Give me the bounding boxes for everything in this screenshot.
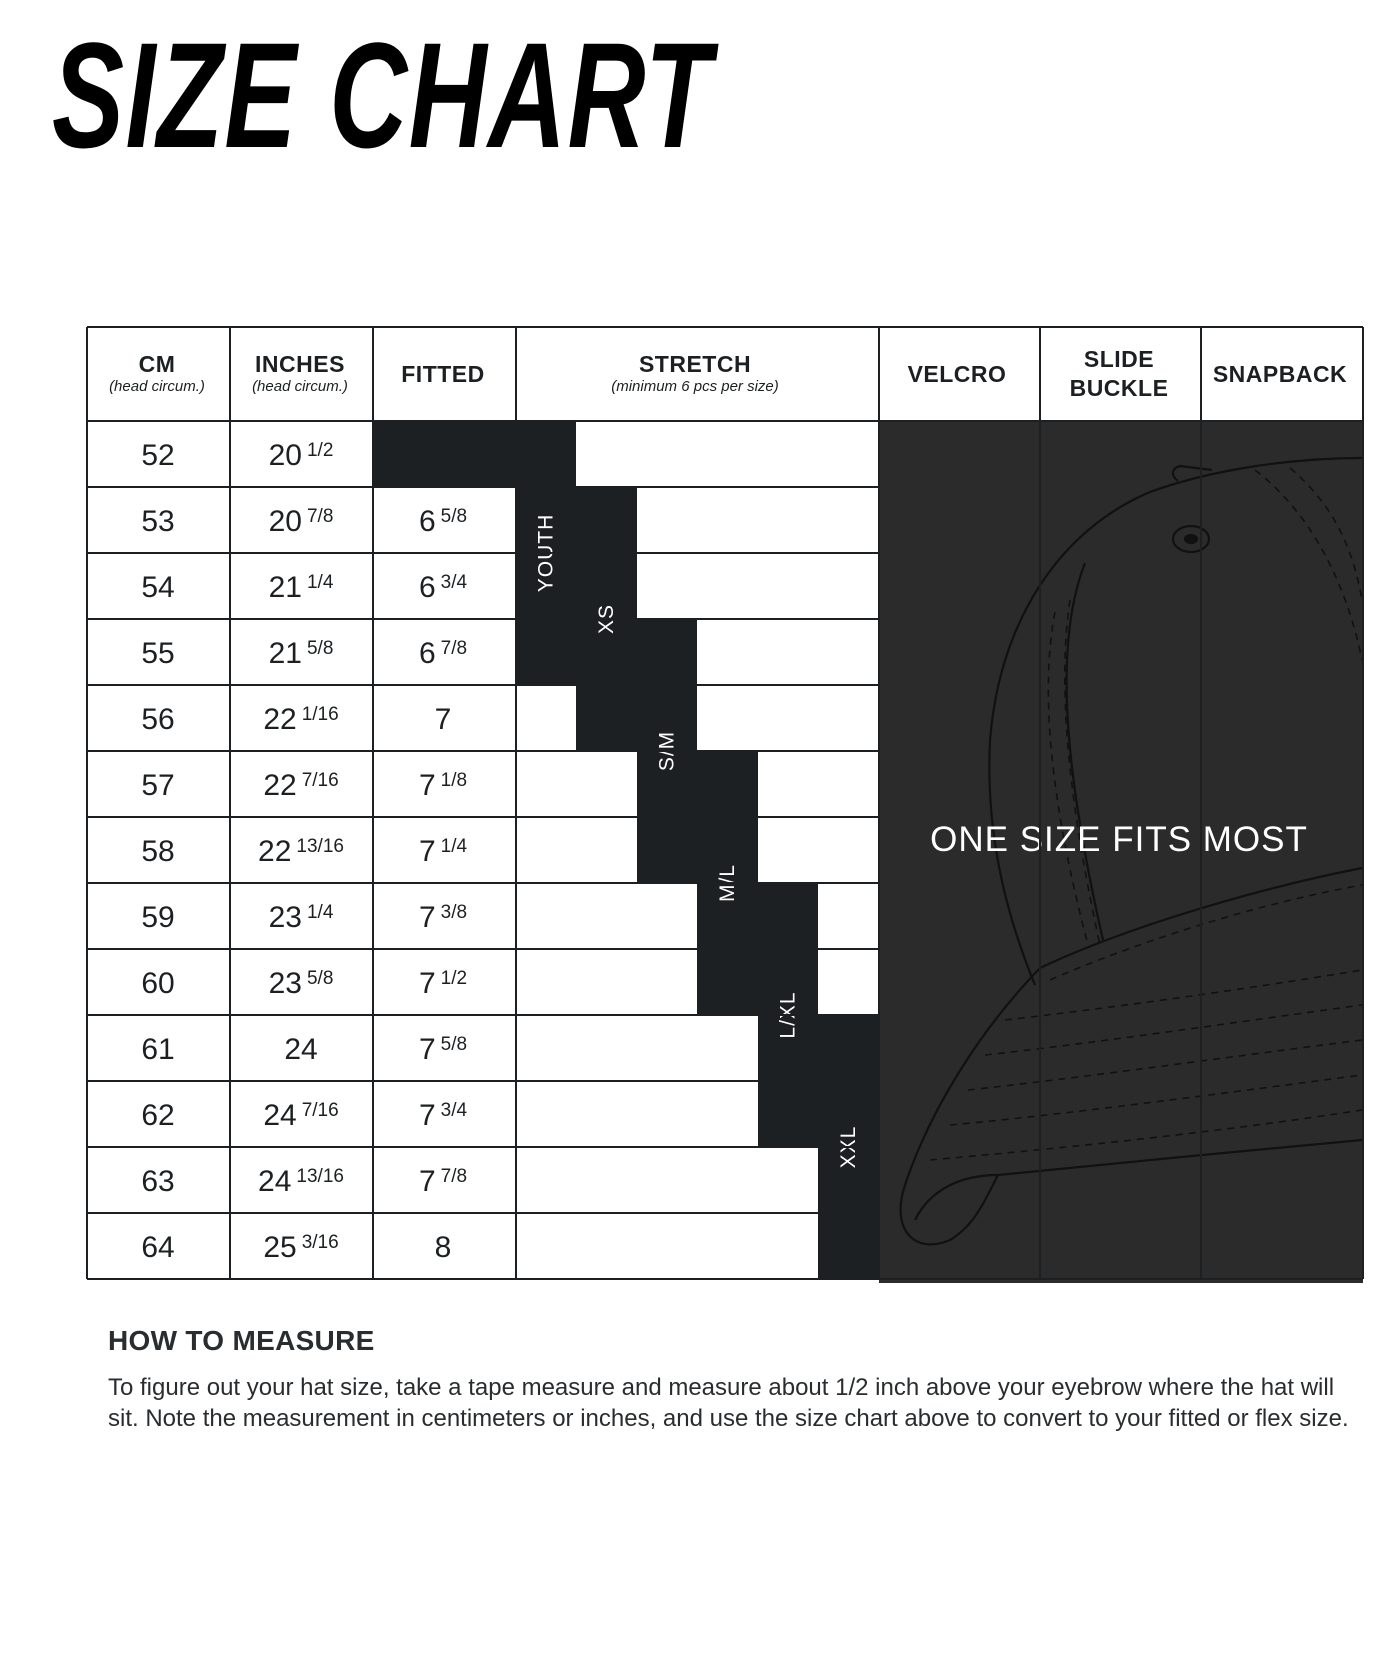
cm-value: 56	[141, 703, 175, 736]
table-row	[141, 901, 467, 934]
header-inches: INCHES	[255, 351, 345, 377]
table-row	[141, 835, 467, 868]
inches-value: 21 $^{5/8}$	[268, 637, 334, 670]
fitted-value: 7 $^{3/4}$	[418, 1099, 468, 1132]
header-row	[109, 346, 1347, 401]
fitted-value: 7 $^{1/4}$	[418, 835, 468, 868]
inches-value: 24	[284, 1033, 318, 1066]
inches-value: 22 $^{13/16}$	[258, 835, 344, 868]
header-slide-buckle-2: BUCKLE	[1069, 375, 1169, 401]
stretch-band-label: M/L	[716, 863, 739, 903]
inches-value: 23 $^{1/4}$	[268, 901, 334, 934]
how-to-measure-text: To figure out your hat size, take a tape measure and measure about 1/2 inch above your eyebrow where the hat will sit. Note the measurement in centimeters or inches, and use the size chart above to convert to your fitted or flex size.	[108, 1374, 1349, 1432]
inches-value: 21 $^{1/4}$	[268, 571, 334, 604]
inches-value: 23 $^{5/8}$	[268, 967, 334, 1000]
inches-value: 20 $^{7/8}$	[268, 505, 334, 538]
header-velcro: VELCRO	[907, 361, 1007, 387]
inches-value: 24 $^{13/16}$	[258, 1165, 344, 1198]
stretch-band-label: S/M	[655, 730, 679, 772]
header-inches-sub: (head circum.)	[252, 378, 348, 395]
cm-value: 60	[141, 967, 175, 1000]
fitted-value: 6 $^{3/4}$	[418, 571, 468, 604]
table-row	[141, 637, 467, 670]
table-row	[141, 1165, 467, 1198]
cm-value: 53	[141, 505, 175, 538]
fitted-value: 7	[434, 703, 452, 736]
stretch-band-label: XXL	[837, 1125, 860, 1169]
cm-value: 52	[141, 439, 175, 472]
cm-value: 57	[141, 769, 175, 802]
fitted-value: 7 $^{1/8}$	[418, 769, 468, 802]
header-slide-buckle-1: SLIDE	[1083, 346, 1155, 372]
header-snapback: SNAPBACK	[1212, 361, 1348, 387]
stretch-band-label: YOUTH	[534, 513, 558, 593]
table-row	[141, 703, 451, 736]
header-stretch-sub: (minimum 6 pcs per size)	[611, 378, 779, 395]
fitted-value: 7 $^{5/8}$	[418, 1033, 468, 1066]
cm-value: 64	[141, 1231, 175, 1264]
cm-value: 55	[141, 637, 175, 670]
fitted-value: 6 $^{5/8}$	[418, 505, 468, 538]
cm-value: 58	[141, 835, 175, 868]
one-size-panel	[879, 421, 1363, 1283]
table-row	[141, 967, 467, 1000]
inches-value: 25 $^{3/16}$	[263, 1231, 339, 1264]
stretch-band-label: XS	[595, 603, 618, 635]
fitted-value: 7 $^{1/2}$	[418, 967, 468, 1000]
fitted-value: 7 $^{7/8}$	[418, 1165, 468, 1198]
table-row	[141, 571, 467, 604]
cm-value: 63	[141, 1165, 175, 1198]
header-fitted: FITTED	[401, 361, 485, 387]
header-stretch: STRETCH	[638, 351, 752, 377]
header-cm-sub: (head circum.)	[109, 378, 205, 395]
table-rows	[141, 439, 467, 1264]
header-cm: CM	[138, 351, 176, 377]
one-size-label: ONE SIZE FITS MOST	[930, 820, 1308, 859]
cm-value: 61	[141, 1033, 175, 1066]
inches-value: 22 $^{1/16}$	[263, 703, 339, 736]
inches-value: 20 $^{1/2}$	[268, 439, 334, 472]
fitted-value: 7 $^{3/8}$	[418, 901, 468, 934]
page-title: SIZE CHART	[52, 11, 713, 179]
table-row	[141, 1231, 451, 1264]
inches-value: 22 $^{7/16}$	[263, 769, 339, 802]
fitted-empty-cell	[373, 421, 516, 487]
table-row	[141, 1033, 467, 1066]
fitted-value: 8	[434, 1231, 452, 1264]
how-to-measure-title: HOW TO MEASURE	[108, 1325, 375, 1356]
table-row	[141, 505, 467, 538]
stretch-band-label: L/XL	[776, 991, 800, 1039]
inches-value: 24 $^{7/16}$	[263, 1099, 339, 1132]
cm-value: 54	[141, 571, 175, 604]
cm-value: 62	[141, 1099, 175, 1132]
cm-value: 59	[141, 901, 175, 934]
table-row	[141, 769, 467, 802]
table-row	[141, 439, 333, 472]
table-row	[141, 1099, 467, 1132]
fitted-value: 6 $^{7/8}$	[418, 637, 468, 670]
